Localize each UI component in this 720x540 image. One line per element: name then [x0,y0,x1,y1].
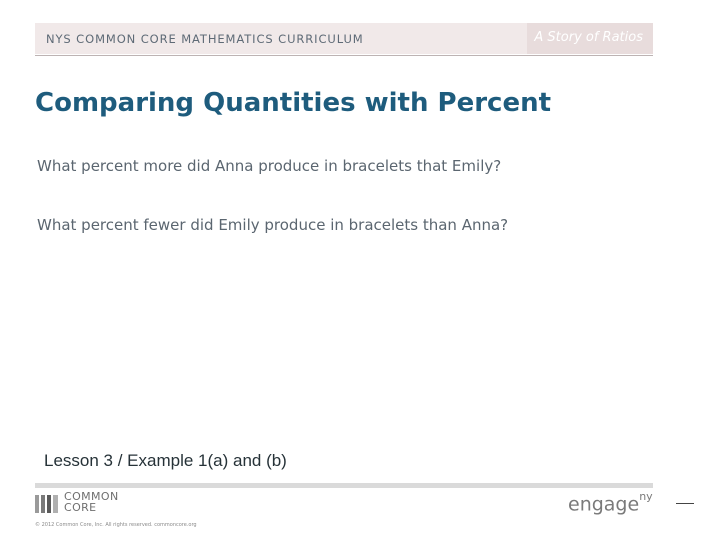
logo-line-2: CORE [64,501,97,514]
curriculum-label: NYS COMMON CORE MATHEMATICS CURRICULUM [46,32,364,46]
slide-title: Comparing Quantities with Percent [35,88,552,118]
footer-dash [676,503,694,504]
logo-line-1: COMMON [64,490,119,503]
header-bar [35,23,653,54]
engageny-logo [568,490,653,516]
engage-text: engage [568,493,640,516]
question-2: What percent fewer did Emily produce in bracelets than Anna? [37,216,509,234]
copyright-text: © 2012 Common Core, Inc. All rights reserved. commoncore.org [35,522,197,528]
common-core-wordmark [64,491,119,513]
footer-divider [35,483,653,488]
lesson-label: Lesson 3 / Example 1(a) and (b) [44,451,287,470]
question-1: What percent more did Anna produce in bracelets that Emily? [37,157,502,175]
header-divider [35,55,653,56]
module-label: A Story of Ratios [534,30,643,45]
common-core-logo-icon [35,493,61,515]
engage-sup: ny [639,490,653,503]
